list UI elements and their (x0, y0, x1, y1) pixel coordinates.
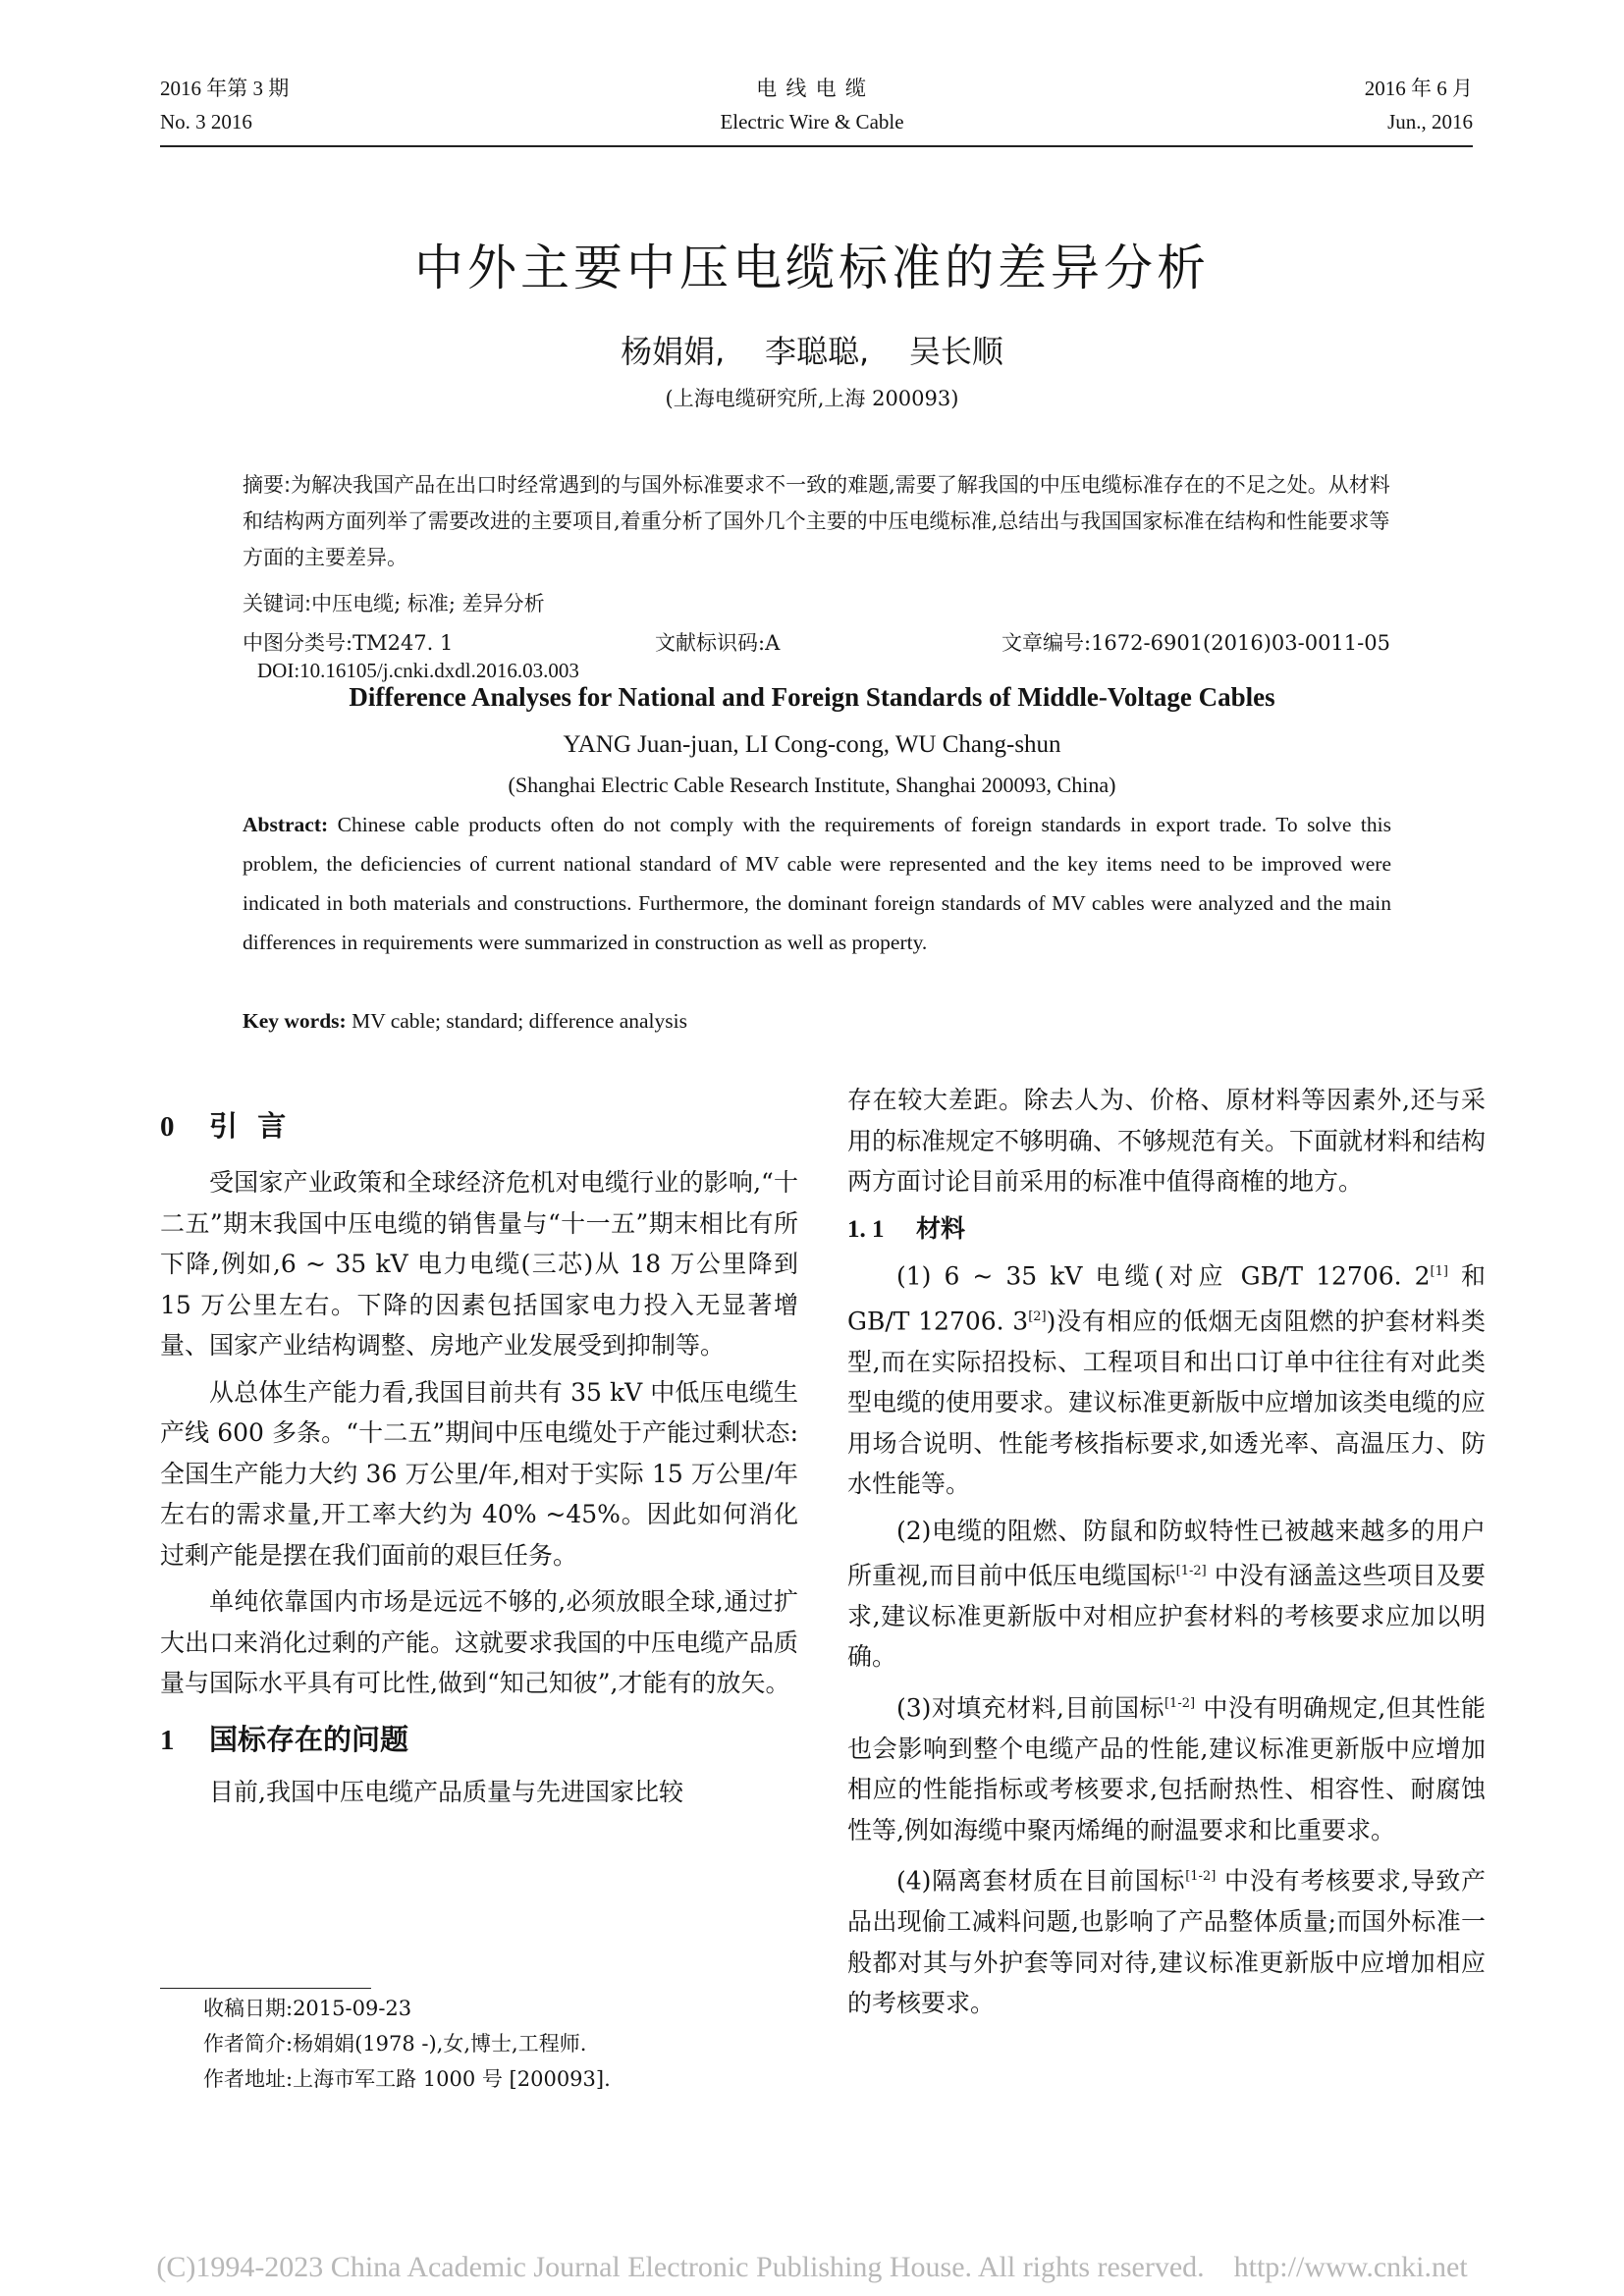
document-code: 文献标识码:A (655, 631, 781, 655)
keywords-cn-label: 关键词: (243, 592, 312, 615)
footnote-rule (160, 1988, 371, 1989)
english-abstract-label: Abstract: (243, 813, 329, 836)
subsection-number: 1. 1 (847, 1215, 885, 1243)
citation[interactable]: [1-2] (1185, 1869, 1217, 1885)
list-item (847, 1856, 1486, 2023)
keywords-cn (243, 586, 545, 621)
header-date-cn: 2016 年 6 月 (1364, 77, 1473, 100)
paragraph: 目前,我国中压电缆产品质量与先进国家比较 (209, 1777, 683, 1806)
section-title: 引 言 (209, 1109, 287, 1143)
list-item (847, 1683, 1486, 1850)
list-item (847, 1511, 1486, 1678)
footnote (203, 1991, 812, 2097)
english-keywords (243, 1001, 1391, 1041)
header-issue-en: No. 3 2016 (160, 110, 252, 133)
abstract-cn-text: 为解决我国产品在出口时经常遇到的与国外标准要求不一致的难题,需要了解我国的中压电缆标准存在的不足之处。从材料和结构两方面列举了需要改进的主要项目,着重分析了国外几个主要的中压电缆标准,总结出与我国国家标准在结构和性能要求等方面的主要差异。 (243, 473, 1390, 569)
header-date-en: Jun., 2016 (1387, 110, 1473, 133)
author-bio: 作者简介:杨娟娟(1978 -),女,博士,工程师. (203, 2032, 587, 2056)
english-keywords-label: Key words: (243, 1009, 347, 1033)
paragraph: 从总体生产能力看,我国目前共有 35 kV 中低压电缆生产线 600 多条。“十二五”期间中压电缆处于产能过剩状态:全国生产能力大约 36 万公里/年,相对于实际 15 万公里/年左右的需求量,开工率大约为 40% ~45%。因此如何消化过剩产能是摆在我们面前的艰巨任务。 (160, 1377, 798, 1570)
item-text: 和 GB/T 12706. 3 (847, 1261, 1487, 1336)
paragraph: 存在较大差距。除去人为、价格、原材料等因素外,还与采用的标准规定不够明确、不够规范有关。下面就材料和结构两方面讨论目前采用的标准中值得商榷的地方。 (847, 1086, 1487, 1196)
clc-number: 中图分类号:TM247. 1 (243, 631, 454, 655)
header-issue-cn: 2016 年第 3 期 (160, 77, 290, 100)
paper-title: 中外主要中压电缆标准的差异分析 (414, 240, 1210, 296)
citation[interactable]: [1] (1430, 1264, 1448, 1279)
right-column (847, 1080, 1486, 2030)
citation[interactable]: [2] (1028, 1308, 1047, 1324)
received-date: 收稿日期:2015-09-23 (203, 1997, 412, 2020)
section-title: 国标存在的问题 (209, 1722, 409, 1756)
copyright-notice: (C)1994-2023 China Academic Journal Electronic Publishing House. All rights reserved. http://www.cnki.net (156, 2251, 1468, 2283)
paragraph: 单纯依靠国内市场是远远不够的,必须放眼全球,通过扩大出口来消化过剩的产能。这就要求我国的中压电缆产品质量与国际水平具有可比性,做到“知己知彼”,才能有的放矢。 (160, 1587, 799, 1697)
english-authors: YANG Juan-juan, LI Cong-cong, WU Chang-shun (563, 731, 1061, 758)
item-text: 中没有涵盖这些项目及要求,建议标准更新版中对相应护套材料的考核要求应加以明确。 (847, 1561, 1486, 1672)
affiliation: (上海电缆研究所,上海 200093) (665, 387, 959, 410)
article-number: 文章编号:1672-6901(2016)03-0011-05 (1001, 631, 1390, 655)
item-text: (3)对填充材料,目前国标 (896, 1693, 1164, 1723)
paragraph: 受国家产业政策和全球经济危机对电缆行业的影响,“十二五”期末我国中压电缆的销售量与“十一五”期末相比有所下降,例如,6 ~ 35 kV 电力电缆(三芯)从 18 万公里降到 15 万公里左右。下降的因素包括国家电力投入无显著增量、国家产业结构调整、房地产业发展受到抑制等。 (160, 1168, 798, 1360)
section-number: 0 (160, 1111, 175, 1143)
subsection-title: 材料 (916, 1213, 966, 1243)
abstract-cn-label: 摘要: (243, 473, 292, 497)
list-item (847, 1252, 1486, 1505)
section-number: 1 (160, 1724, 175, 1756)
item-text: (4)隔离套材质在目前国标 (896, 1866, 1186, 1896)
item-text: 中没有考核要求,导致产品出现偷工减料问题,也影响了产品整体质量;而国外标准一般都对其与外护套等同对待,建议标准更新版中应增加相应的考核要求。 (847, 1866, 1486, 2018)
english-affiliation: (Shanghai Electric Cable Research Institute, Shanghai 200093, China) (508, 773, 1116, 797)
abstract-cn (243, 467, 1391, 576)
english-abstract-text: Chinese cable products often do not comply with the requirements of foreign standards in export trade. To solve this problem, the deficiencies of current national standard of MV cable were represented and the key items need to be improved were indicated in both materials and constructions. Furthermore, the dominant foreign standards of MV cables were analyzed and the main differences in requirements were summarized in construction as well as property. (243, 813, 1391, 954)
english-keywords-text: MV cable; standard; difference analysis (346, 1009, 687, 1033)
author-address: 作者地址:上海市军工路 1000 号 [200093]. (203, 2067, 611, 2091)
section-heading (160, 1104, 798, 1148)
item-text: 中没有明确规定,但其性能也会影响到整个电缆产品的性能,建议标准更新版中应增加相应的性能指标或考核要求,包括耐热性、相容性、耐腐蚀性等,例如海缆中聚丙烯绳的耐温要求和比重要求。 (847, 1693, 1486, 1844)
header-rule (160, 145, 1473, 147)
left-column (160, 1104, 798, 1818)
author-list: 杨娟娟, 李聪聪, 吴长顺 (621, 333, 1003, 370)
english-abstract (243, 805, 1391, 962)
citation[interactable]: [1-2] (1175, 1564, 1207, 1579)
item-text: (1) 6 ~ 35 kV 电缆(对应 GB/T 12706. 2 (896, 1261, 1431, 1291)
subsection-heading (847, 1208, 1486, 1251)
header-journal-en: Electric Wire & Cable (720, 110, 904, 133)
keywords-cn-text: 中压电缆; 标准; 差异分析 (311, 592, 545, 615)
header-journal-cn: 电 线 电 缆 (756, 77, 868, 100)
item-text: (2)电缆的阻燃、防鼠和防蚁特性已被越来越多的用户所重视,而目前中低压电缆国标 (847, 1516, 1486, 1590)
doi: DOI:10.16105/j.cnki.dxdl.2016.03.003 (257, 659, 579, 682)
citation[interactable]: [1-2] (1164, 1695, 1196, 1711)
english-title: Difference Analyses for National and Foreign Standards of Middle-Voltage Cables (349, 682, 1275, 712)
item-text: )没有相应的低烟无卤阻燃的护套材料类型,而在实际招投标、工程项目和出口订单中往往有对此类型电缆的使用要求。建议标准更新版中应增加该类电缆的应用场合说明、性能考核指标要求,如透光率、高温压力、防水性能等。 (847, 1307, 1487, 1499)
section-heading (160, 1718, 798, 1762)
